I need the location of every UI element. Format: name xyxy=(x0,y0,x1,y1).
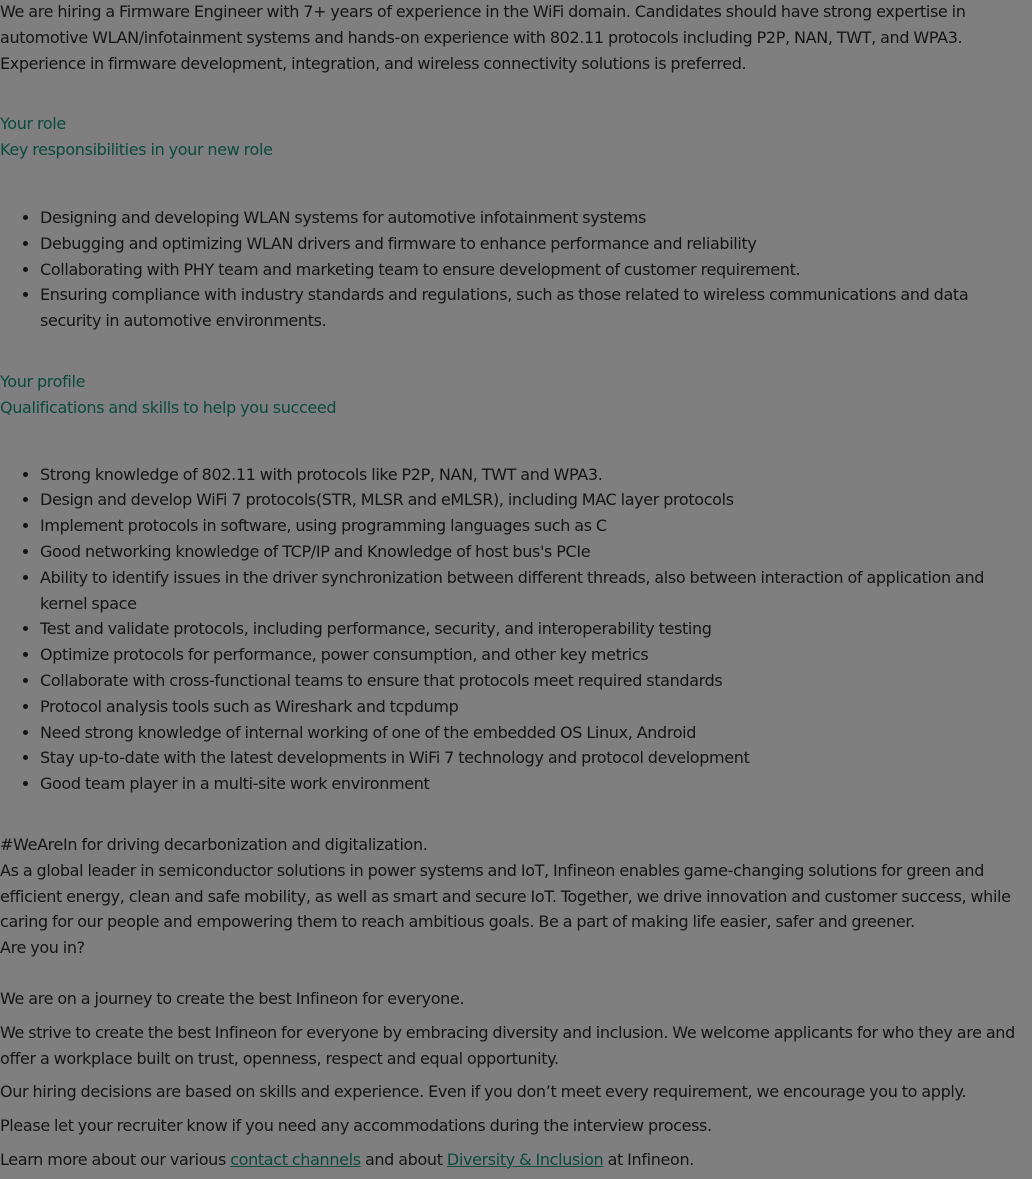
list-item: • Collaborate with cross-functional teams to ensure that protocols meet required standards xyxy=(40,668,1032,694)
learn-more-line xyxy=(0,1147,1032,1173)
role-subheading: Key responsibilities in your new role xyxy=(0,140,273,160)
journey-statement: We are on a journey to create the best Infineon for everyone. xyxy=(0,988,465,1008)
list-item: • Designing and developing WLAN systems for automotive infotainment systems xyxy=(40,205,1032,231)
list-item: • Good team player in a multi-site work environment xyxy=(40,771,1032,797)
learn-more-middle: and about xyxy=(360,1149,447,1169)
list-item: • Strong knowledge of 802.11 with protocols like P2P, NAN, TWT and WPA3. xyxy=(40,462,1032,488)
company-section xyxy=(0,832,1032,961)
profile-section xyxy=(0,369,1032,421)
profile-heading: Your profile xyxy=(0,371,86,391)
role-heading: Your role xyxy=(0,114,66,134)
list-item: • Design and develop WiFi 7 protocols(STR, MLSR and eMLSR), including MAC layer protocols xyxy=(40,487,1032,513)
list-item: • Good networking knowledge of TCP/IP and Knowledge of host bus's PCIe xyxy=(40,539,1032,565)
qualifications-list xyxy=(0,462,1032,797)
list-item: • Optimize protocols for performance, power consumption, and other key metrics xyxy=(40,642,1032,668)
intro-paragraph: We are hiring a Firmware Engineer with 7+ years of experience in the WiFi domain. Candidates should have strong expertise in automotive WLAN/infotainment systems and hands-on experience with 802.11 protocols including P2P, NAN, TWT, and WPA3. Experience in firmware development, integration, and wireless connectivity solutions is preferred. xyxy=(0,2,966,73)
diversity-statement: We strive to create the best Infineon for everyone by embracing diversity and inclusion. We welcome applicants for who they are and offer a workplace built on trust, openness, respect and equal opportunity. xyxy=(0,1022,1015,1068)
profile-subheading: Qualifications and skills to help you succeed xyxy=(0,397,337,417)
list-item: • Stay up-to-date with the latest developments in WiFi 7 technology and protocol development xyxy=(40,745,1032,771)
responsibilities-list xyxy=(0,205,1032,334)
company-description: As a global leader in semiconductor solutions in power systems and IoT, Infineon enables game-changing solutions for green and efficient energy, clean and safe mobility, as well as smart and secure IoT. Together, we drive innovation and customer success, while caring for our people and empowering them to reach ambitious goals. Be a part of making life easier, safer and greener. xyxy=(0,860,1011,932)
list-item: • Implement protocols in software, using programming languages such as C xyxy=(40,513,1032,539)
list-item: • Test and validate protocols, including performance, security, and interoperability testing xyxy=(40,616,1032,642)
diversity-inclusion-link[interactable]: Diversity & Inclusion xyxy=(446,1149,604,1169)
learn-more-prefix: Learn more about our various xyxy=(0,1149,231,1169)
list-item: • Protocol analysis tools such as Wireshark and tcpdump xyxy=(40,694,1032,720)
are-you-in-question: Are you in? xyxy=(0,938,85,958)
hashtag-line: #WeAreIn for driving decarbonization and digitalization. xyxy=(0,834,428,854)
list-item: • Collaborating with PHY team and marketing team to ensure development of customer requirement. xyxy=(40,257,1032,283)
diversity-section xyxy=(0,986,1032,1173)
learn-more-suffix: at Infineon. xyxy=(603,1149,694,1169)
list-item: • Debugging and optimizing WLAN drivers and firmware to enhance performance and reliability xyxy=(40,231,1032,257)
contact-channels-link[interactable]: contact channels xyxy=(230,1149,361,1169)
list-item: • Need strong knowledge of internal working of one of the embedded OS Linux, Android xyxy=(40,720,1032,746)
accommodations-statement: Please let your recruiter know if you need any accommodations during the interview process. xyxy=(0,1116,712,1136)
hiring-statement: Our hiring decisions are based on skills and experience. Even if you don’t meet every requirement, we encourage you to apply. xyxy=(0,1082,967,1102)
list-item: • Ability to identify issues in the driver synchronization between different threads, also between interaction of application and kernel space xyxy=(40,565,1032,617)
role-section xyxy=(0,111,1032,163)
list-item: • Ensuring compliance with industry standards and regulations, such as those related to wireless communications and data security in automotive environments. xyxy=(40,282,1032,334)
